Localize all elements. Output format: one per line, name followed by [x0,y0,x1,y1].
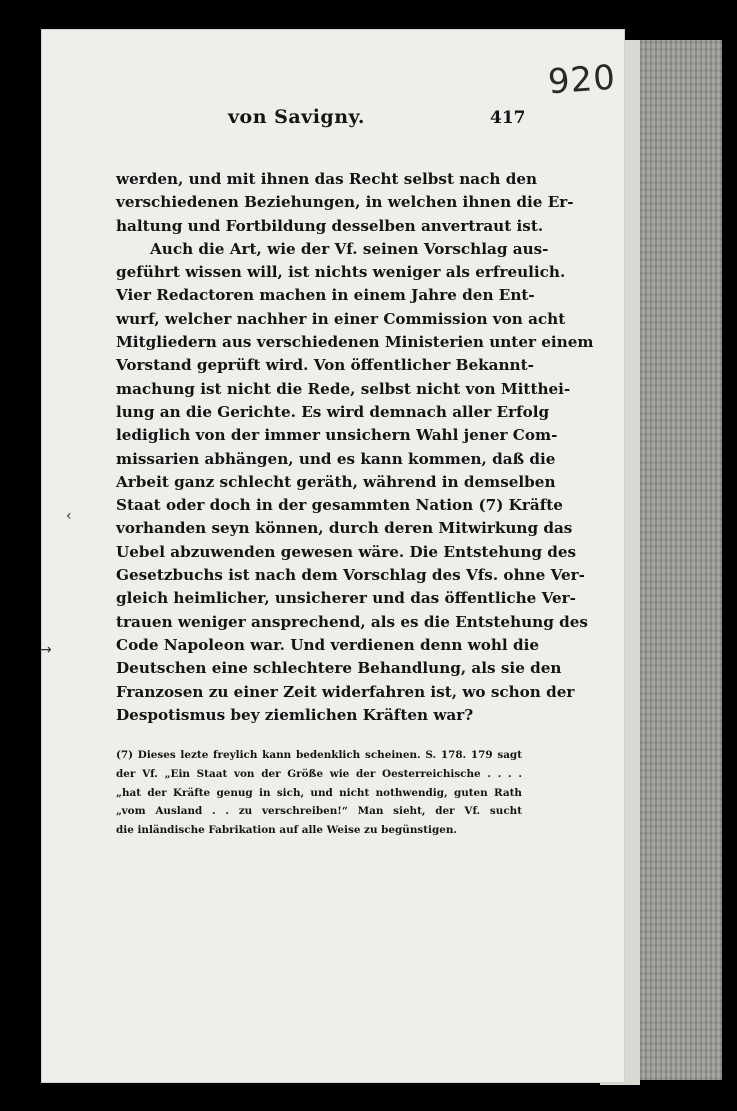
footnote [116,746,522,840]
text-line: lung an die Gerichte. Es wird demnach aller Erfolg [116,402,550,421]
text-line: vorhanden seyn können, durch deren Mitwirkung das [116,519,573,538]
text-line: werden, und mit ihnen das Recht selbst nach den [116,170,538,188]
text-line: Franzosen zu einer Zeit widerfahren ist, wo schon der [116,682,575,701]
text-line: Gesetzbuchs ist nach dem Vorschlag des Vfs. ohne Ver- [116,566,585,585]
running-head: von Savigny. [228,106,366,128]
page-number: 417 [490,108,526,128]
footnote-line: (7) Dieses lezte freylich kann bedenklich scheinen. S. 178. 179 sagt [116,749,522,761]
text-line: machung ist nicht die Rede, selbst nicht von Mitthei- [116,379,571,398]
text-line: Vorstand geprüft wird. Von öffentlicher Bekannt- [116,356,534,375]
footnote-line: „vom Ausland . . zu verschreiben!“ Man sieht, der Vf. sucht [116,805,522,818]
footnote-line: „hat der Kräfte genug in sich, und nicht nothwendig, guten Rath [116,786,522,799]
body-text [116,168,594,727]
text-line: trauen weniger ansprechend, als es die Entstehung des [116,612,588,631]
text-line: verschiedenen Beziehungen, in welchen ihnen die Er- [116,193,574,212]
footnote-line: die inländische Fabrikation auf alle Weise zu begünstigen. [116,824,458,837]
text-line: missarien abhängen, und es kann kommen, daß die [116,449,556,468]
margin-tick-icon: ‹ [66,508,72,524]
text-line: gleich heimlicher, unsicherer und das öffentliche Ver- [116,589,576,608]
text-line: geführt wissen will, ist nichts weniger als erfreulich. [116,263,566,282]
text-line: Uebel abzuwenden gewesen wäre. Die Entstehung des [116,542,577,561]
handwritten-archive-number: 920 [546,57,618,103]
margin-arrow-icon: → [40,642,52,658]
text-line: wurf, welcher nachher in einer Commission von acht [116,309,566,328]
text-line: Vier Redactoren machen in einem Jahre den Ent- [116,286,535,305]
text-line: Staat oder doch in der gesammten Nation (7) Kräfte [116,496,563,515]
text-line: Arbeit ganz schlecht geräth, während in demselben [116,472,556,491]
text-line: haltung und Fortbildung desselben anvertraut ist. [116,216,544,235]
text-line: lediglich von der immer unsichern Wahl jener Com- [116,426,558,445]
text-line: Auch die Art, wie der Vf. seinen Vorschlag aus- [150,239,549,258]
text-line: Mitgliedern aus verschiedenen Ministerien unter einem [116,333,594,352]
text-line: Deutschen eine schlechtere Behandlung, als sie den [116,659,562,678]
text-line: Despotismus bey ziemlichen Kräften war? [116,705,474,724]
text-line: Code Napoleon war. Und verdienen denn wohl die [116,635,540,654]
footnote-line: der Vf. „Ein Staat von der Größe wie der Oesterreichische . . . . [116,767,522,780]
